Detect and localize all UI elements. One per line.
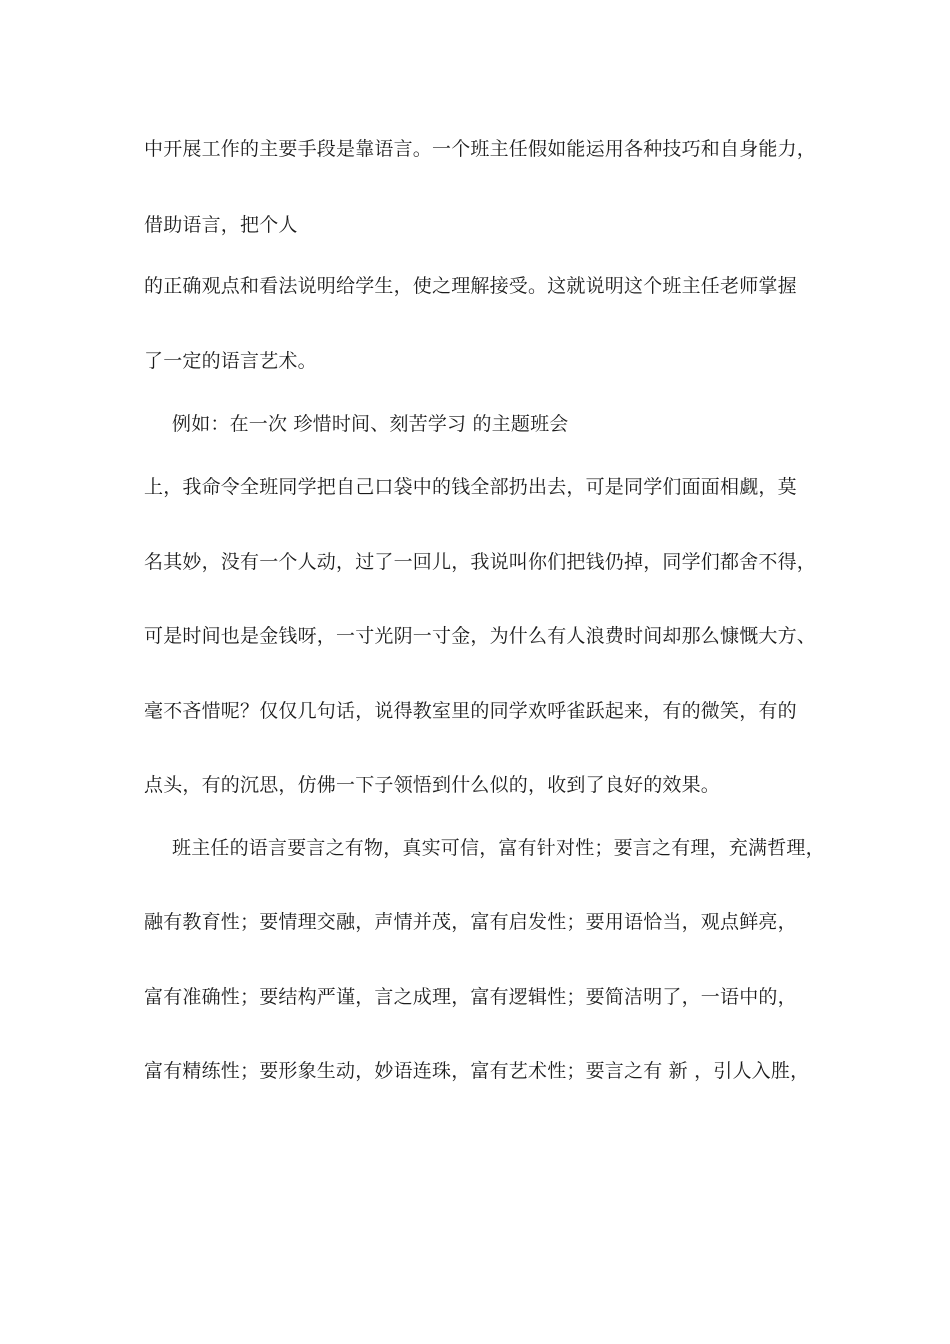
text-line: 的正确观点和看法说明给学生，使之理解接受。这就说明这个班主任老师掌握 [144,275,797,297]
text-line: 上，我命令全班同学把自己口袋中的钱全部扔出去，可是同学们面面相觑，莫 [144,476,797,498]
text-line: 可是时间也是金钱呀，一寸光阴一寸金，为什么有人浪费时间却那么慷慨大方、 [144,625,817,647]
text-line: 点头，有的沉思，仿佛一下子领悟到什么似的，收到了良好的效果。 [144,774,721,796]
text-line: 富有准确性；要结构严谨，言之成理，富有逻辑性；要简洁明了，一语中的， [144,986,797,1008]
text-line: 名其妙，没有一个人动，过了一回儿，我说叫你们把钱仍掉，同学们都舍不得， [144,551,817,573]
text-line: 富有精练性；要形象生动，妙语连珠，富有艺术性；要言之有 新 ，引人入胜， [144,1060,810,1082]
paragraph-start-line: 例如：在一次 珍惜时间、刻苦学习 的主题班会 [172,413,569,435]
text-line: 中开展工作的主要手段是靠语言。一个班主任假如能运用各种技巧和自身能力， [144,138,817,160]
text-line: 了一定的语言艺术。 [144,350,317,372]
text-line: 借助语言，把个人 [144,214,298,236]
text-line: 融有教育性；要情理交融，声情并茂，富有启发性；要用语恰当，观点鲜亮， [144,911,797,933]
text-line: 毫不吝惜呢？仅仅几句话，说得教室里的同学欢呼雀跃起来，有的微笑，有的 [144,700,797,722]
paragraph-start-line: 班主任的语言要言之有物，真实可信，富有针对性；要言之有理，充满哲理， [172,837,825,859]
